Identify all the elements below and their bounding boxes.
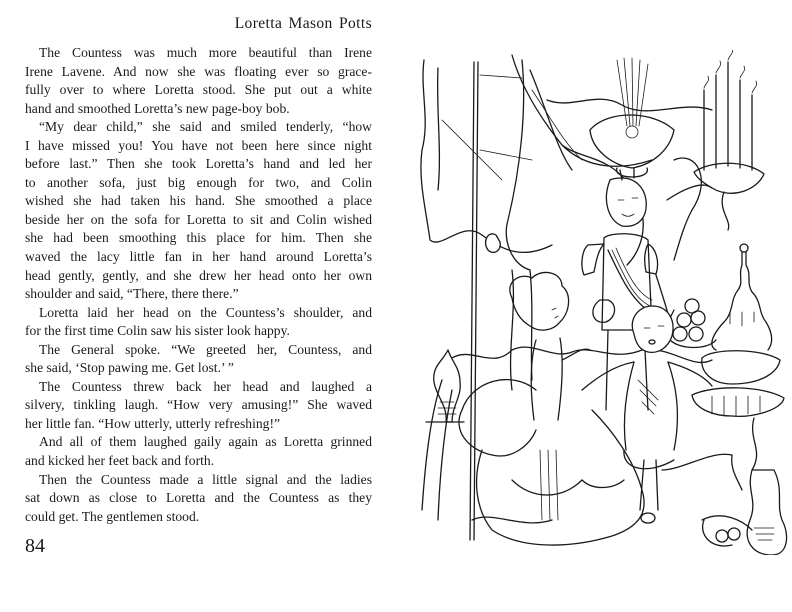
drape-left (421, 60, 552, 540)
text-line: silvery, tinkling laugh. “How very amusing!” She waved (25, 397, 372, 413)
text-line: beside her on the sofa for Loretta to sit and Colin wished (25, 211, 372, 227)
text-line: wished she had taken his hand. She smoothed a place (25, 193, 372, 209)
text-line: she had been smoothing this place for him. Then she (25, 230, 372, 246)
vase-left (426, 350, 464, 422)
text-line: I have missed you! You have not been here since night (25, 137, 372, 153)
text-line: Loretta laid her head on the Countess’s shoulder, and (39, 304, 372, 320)
text-line: for the first time Colin saw his sister look happy. (25, 323, 290, 339)
text-line: sat down as close to Loretta and the Countess as they (25, 490, 372, 506)
fruit-bowl (670, 299, 716, 348)
text-line: The General spoke. “We greeted her, Countess, and (39, 341, 372, 357)
text-line: could get. The gentlemen stood. (25, 508, 200, 524)
text-line: she said, ‘Stop pawing me. Get lost.’ ” (25, 360, 234, 376)
text-line: The Countess threw back her head and laughed a (39, 378, 372, 394)
running-head: Loretta Mason Potts (234, 15, 372, 32)
general-figure (582, 168, 674, 410)
text-line: before last.” Then she took Loretta’s hand and led her (25, 156, 372, 172)
text-line: And all of them laughed gaily again as Loretta grinned (39, 434, 372, 450)
teapot-right (702, 470, 787, 555)
illustration-drawing (412, 50, 790, 555)
candelabra (667, 50, 764, 260)
countess-figure (459, 272, 644, 545)
body-text (25, 44, 372, 526)
text-line: Irene Lavene. And now she was floating ever so grace- (25, 63, 372, 79)
text-line: and kicked her feet back and forth. (25, 453, 215, 469)
text-line: hand and smoothed Loretta’s new page-boy bob. (25, 100, 290, 116)
text-line: The Countess was much more beautiful than Irene (39, 45, 372, 60)
loretta-figure (582, 306, 712, 523)
canopy (590, 58, 674, 177)
text-line: head gently, gently, and she drew her head onto her own (25, 267, 372, 283)
text-line: shoulder and said, “There, there there.” (25, 286, 239, 302)
drape-center (486, 55, 712, 390)
text-line: her little fan. “How utterly, utterly refreshing!” (25, 415, 281, 431)
illustration (412, 50, 790, 555)
text-line: fully over to where Loretta stood. She put out a white (25, 82, 372, 98)
text-line: waved the lacy little fan in her hand around Loretta’s (25, 249, 372, 265)
text-line: “My dear child,” she said and smiled tenderly, “how (39, 119, 372, 135)
text-line: Then the Countess made a little signal and the ladies (39, 471, 372, 487)
page-number: 84 (25, 535, 45, 557)
text-line: to another sofa, just big enough for two, and Colin (25, 174, 372, 190)
tiered-cake (692, 244, 784, 470)
